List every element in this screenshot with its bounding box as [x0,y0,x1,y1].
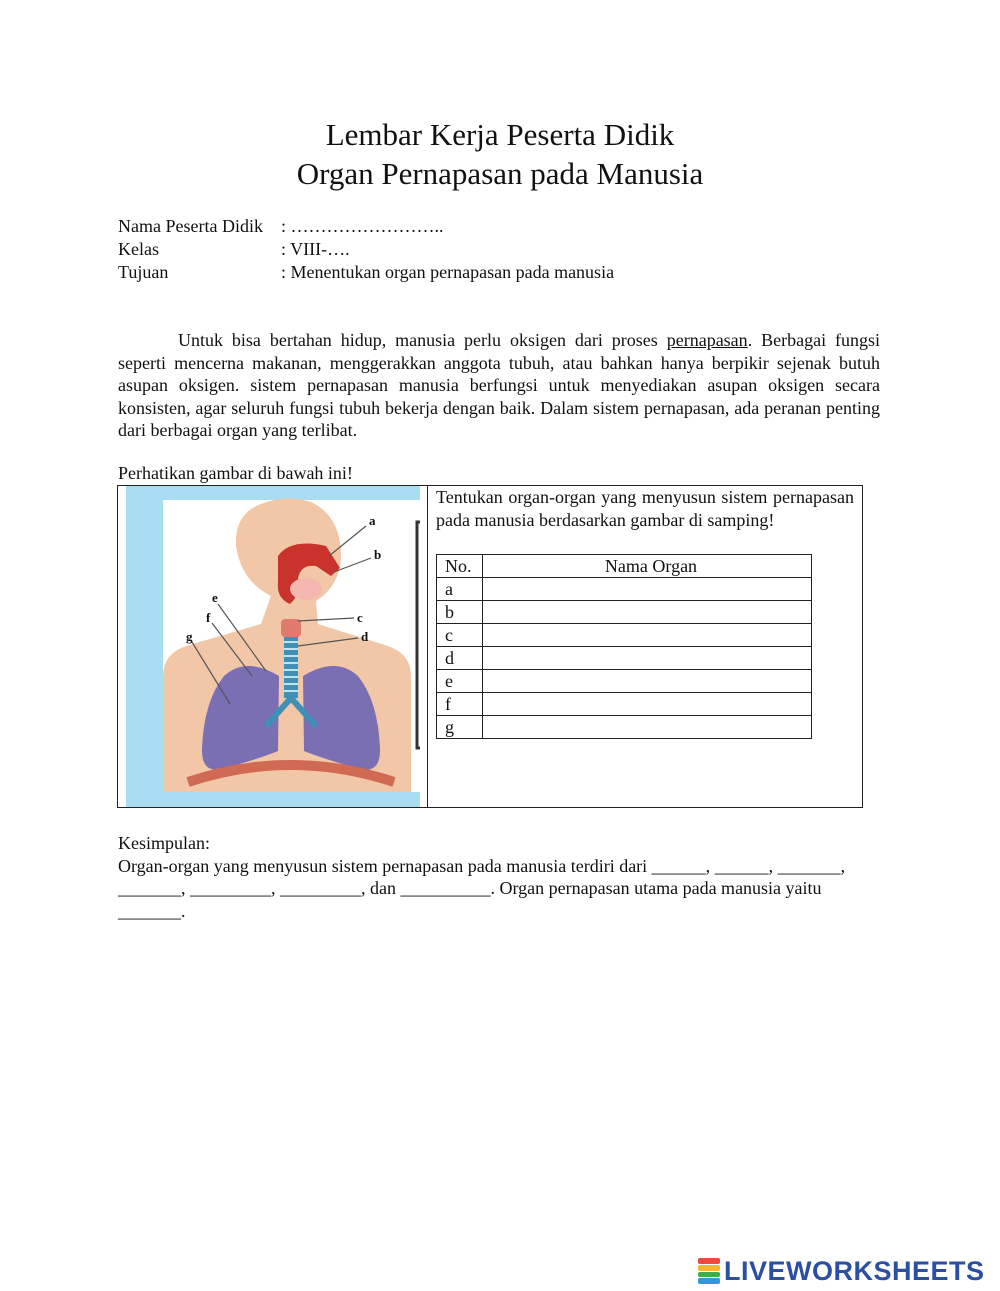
respiratory-diagram [126,486,420,807]
organ-answer-c[interactable] [483,624,812,647]
organ-answer-a[interactable] [483,578,812,601]
column-header-no: No. [437,555,483,578]
respiratory-diagram-svg [126,486,420,807]
student-name-value[interactable]: : …………………….. [281,216,444,236]
table-row [437,670,812,693]
organ-answer-f[interactable] [483,693,812,716]
table-row [437,716,812,739]
column-header-name: Nama Organ [483,555,812,578]
diagram-label-c: c [357,610,363,625]
brand-name: LIVEWORKSHEETS [724,1255,985,1286]
goal-label: Tujuan [118,262,169,282]
row-letter: b [437,601,483,624]
diagram-label-e: e [212,590,218,605]
pernapasan-link[interactable]: pernapasan [666,330,748,350]
worksheet-frame [117,485,863,808]
row-letter: c [437,624,483,647]
page-subtitle: Organ Pernapasan pada Manusia [296,156,704,191]
diagram-label-d: d [361,629,369,644]
conclusion-text[interactable]: Organ-organ yang menyusun sistem pernapasan pada manusia terdiri dari ______, ______, _______, _______, _________, _________, dan __________. Organ pernapasan utama pada manusia yaitu _______. [118,855,846,921]
diagram-label-a: a [369,513,376,528]
organ-answer-b[interactable] [483,601,812,624]
observe-instruction: Perhatikan gambar di bawah ini! [118,463,353,483]
organ-answer-e[interactable] [483,670,812,693]
liveworksheets-brand[interactable] [698,1256,985,1286]
row-letter: g [437,716,483,739]
task-instruction: Tentukan organ-organ yang menyusun sistem pernapasan pada manusia berdasarkan gambar di samping! [436,487,854,530]
diagram-label-b: b [374,547,382,562]
diagram-label-g: g [186,629,193,644]
conclusion-section [118,832,878,922]
row-letter: e [437,670,483,693]
diagram-label-f: f [206,610,211,625]
table-row [437,647,812,670]
liveworksheets-logo-icon [698,1258,720,1284]
row-letter: d [437,647,483,670]
class-value[interactable]: : VIII-…. [281,239,350,259]
row-letter: f [437,693,483,716]
table-header-row [437,555,812,578]
conclusion-heading: Kesimpulan: [118,833,210,853]
intro-paragraph: Untuk bisa bertahan hidup, manusia perlu oksigen dari proses pernapasan. Berbagai fungsi seperti mencerna makanan, menggerakkan anggota tubuh, atau bahkan hanya berpikir sejenak butuh asupan oksigen. sistem pernapasan manusia berfungsi untuk menyediakan asupan oksigen secara konsisten, agar seluruh fungsi tubuh bekerja dengan baik. Dalam sistem pernapasan, ada peranan penting dari berbagai organ yang terlibat. [118,330,881,440]
organ-answer-g[interactable] [483,716,812,739]
frame-divider [427,486,428,807]
table-row [437,624,812,647]
row-letter: a [437,578,483,601]
organ-answer-d[interactable] [483,647,812,670]
page-title: Lembar Kerja Peserta Didik [325,117,675,152]
organ-table [436,554,812,739]
table-row [437,578,812,601]
table-row [437,693,812,716]
student-name-label: Nama Peserta Didik [118,216,263,236]
goal-value: : Menentukan organ pernapasan pada manusia [281,262,615,282]
class-label: Kelas [118,239,159,259]
table-row [437,601,812,624]
